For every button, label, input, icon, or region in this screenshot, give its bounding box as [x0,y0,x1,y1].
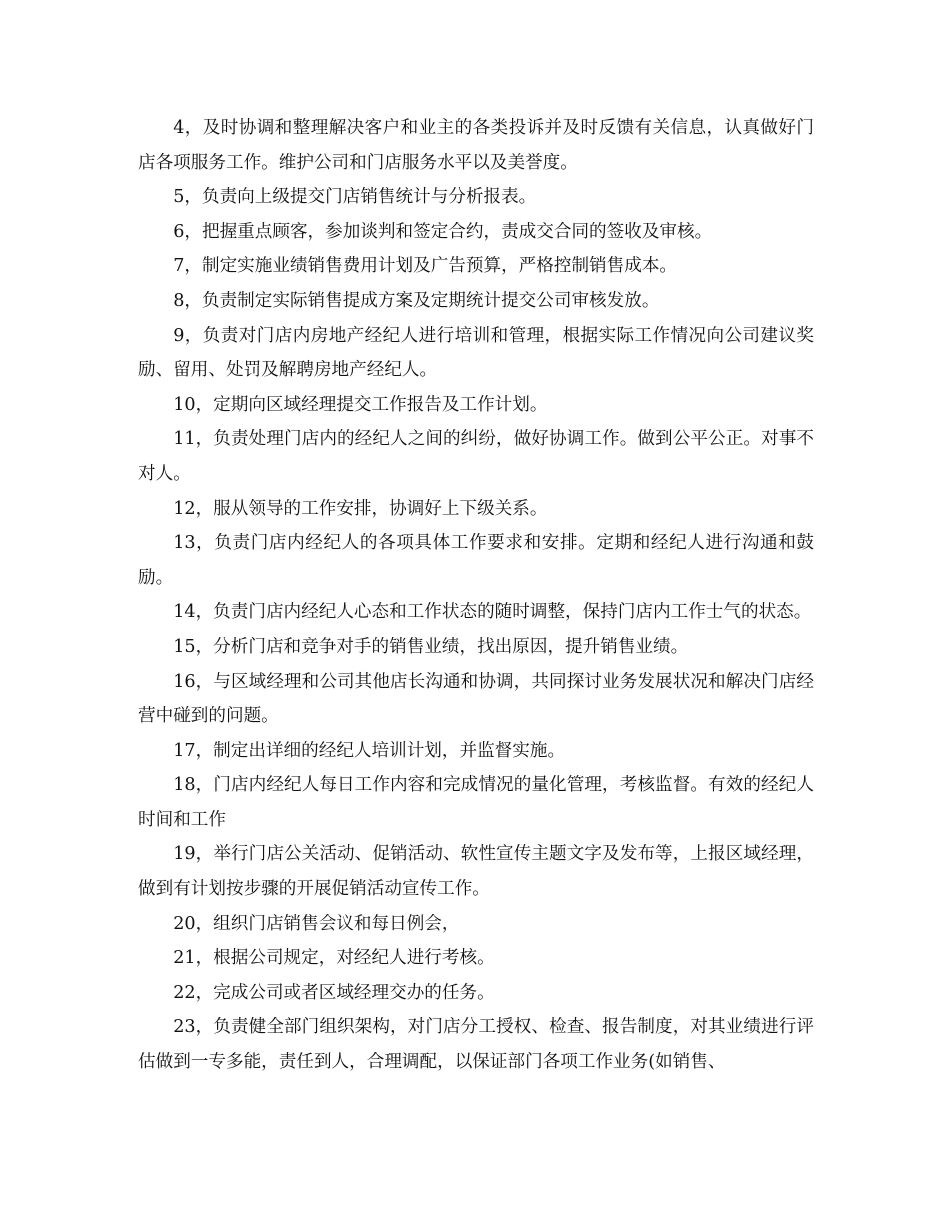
paragraph-13: 13，负责门店内经纪人的各项具体工作要求和安排。定期和经纪人进行沟通和鼓励。 [138,533,814,588]
paragraph-8: 8，负责制定实际销售提成方案及定期统计提交公司审核发放。 [173,290,660,311]
paragraph-23: 23，负责健全部门组织架构，对门店分工授权、检查、报告制度，对其业绩进行评估做到一专多能，责任到人，合理调配，以保证部门各项工作业务(如销售、 [138,1017,814,1073]
document-body [138,111,814,1080]
paragraph-19: 19，举行门店公关活动、促销活动、软性宣传主题文字及发布等，上报区域经理，做到有计划按步骤的开展促销活动宣传工作。 [138,844,814,900]
paragraph-15: 15，分析门店和竞争对手的销售业绩，找出原因，提升销售业绩。 [173,636,689,657]
paragraph-14: 14，负责门店内经纪人心态和工作状态的随时调整，保持门店内工作士气的状态。 [173,602,812,623]
paragraph-9: 9，负责对门店内房地产经纪人进行培训和管理，根据实际工作情况向公司建议奖励、留用、处罚及解聘房地产经纪人。 [138,325,814,381]
paragraph-7: 7，制定实施业绩销售费用计划及广告预算，严格控制销售成本。 [173,256,678,277]
paragraph-12: 12，服从领导的工作安排，协调好上下级关系。 [173,498,548,519]
paragraph-5: 5，负责向上级提交门店销售统计与分析报表。 [173,187,537,208]
paragraph-20: 20，组织门店销售会议和每日例会， [173,913,460,934]
paragraph-6: 6，把握重点顾客，参加谈判和签定合约，责成交合同的签收及审核。 [173,221,713,242]
paragraph-22: 22，完成公司或者区域经理交办的任务。 [173,982,495,1003]
paragraph-11: 11，负责处理门店内的经纪人之间的纠纷，做好协调工作。做到公平公正。对事不对人。 [138,429,814,484]
paragraph-18: 18，门店内经纪人每日工作内容和完成情况的量化管理，考核监督。有效的经纪人时间和工作 [138,775,814,830]
paragraph-16: 16，与区域经理和公司其他店长沟通和协调，共同探讨业务发展状况和解决门店经营中碰到的问题。 [138,671,814,727]
paragraph-21: 21，根据公司规定，对经纪人进行考核。 [173,948,495,969]
paragraph-4: 4，及时协调和整理解决客户和业主的各类投诉并及时反馈有关信息，认真做好门店各项服务工作。维护公司和门店服务水平以及美誉度。 [138,118,814,173]
paragraph-17: 17，制定出详细的经纪人培训计划，并监督实施。 [173,740,566,761]
paragraph-10: 10，定期向区域经理提交工作报告及工作计划。 [173,394,548,415]
